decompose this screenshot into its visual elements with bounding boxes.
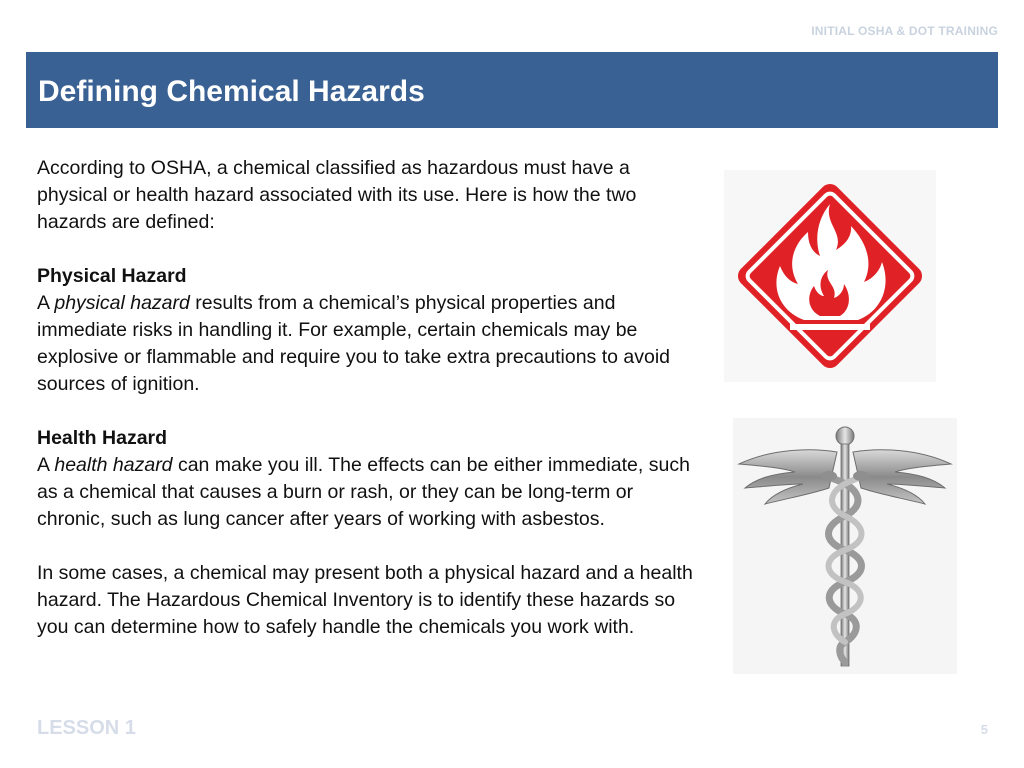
title-bar — [26, 52, 998, 128]
page-number: 5 — [980, 722, 988, 737]
physical-hazard-section — [37, 263, 697, 398]
lesson-label: LESSON 1 — [37, 717, 136, 739]
main-content — [37, 155, 697, 668]
physical-hazard-text: results from a chemical’s physical properties and immediate risks in handling it. For example, certain chemicals may be explosive or flammable and require you to take extra precautions to avoid sources of ignition. — [37, 292, 671, 395]
health-hazard-lead: A — [37, 454, 55, 476]
health-hazard-heading: Health Hazard — [37, 427, 168, 449]
course-label: INITIAL OSHA & DOT TRAINING — [811, 24, 998, 38]
health-hazard-term: health hazard — [54, 454, 173, 476]
flammable-diamond-icon — [724, 170, 936, 382]
health-hazard-section — [37, 425, 697, 533]
intro-paragraph: According to OSHA, a chemical classified as hazardous must have a physical or health hazard associated with its use. Here is how the two hazards are defined: — [37, 157, 637, 233]
closing-paragraph: In some cases, a chemical may present both a physical hazard and a health hazard. The Hazardous Chemical Inventory is to identify these hazards so you can determine how to safely handle the chemicals you work with. — [37, 562, 693, 638]
health-hazard-text: can make you ill. The effects can be either immediate, such as a chemical that causes a burn or rash, or they can be long-term or chronic, such as lung cancer after years of working with asbestos. — [37, 454, 690, 530]
physical-hazard-heading: Physical Hazard — [37, 265, 187, 287]
page-title: Defining Chemical Hazards — [38, 75, 425, 108]
caduceus-icon — [733, 418, 957, 674]
physical-hazard-lead: A — [37, 292, 55, 314]
physical-hazard-term: physical hazard — [54, 292, 190, 314]
